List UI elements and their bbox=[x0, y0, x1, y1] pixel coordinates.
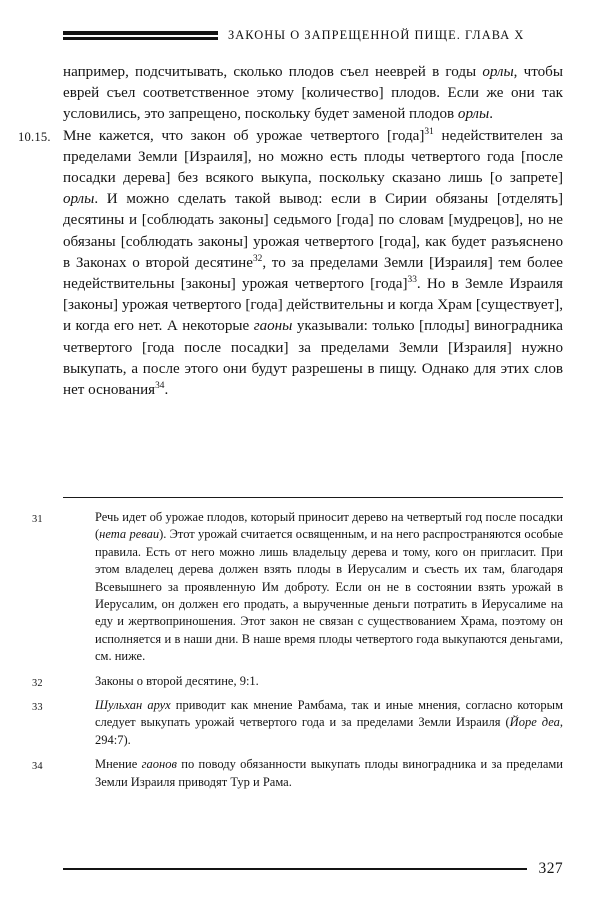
footnote-34-number: 34 bbox=[32, 761, 43, 773]
footnote-31-italic-neta-revai: нета реваи bbox=[99, 527, 160, 542]
intro-text-2: , чтобы еврей съел соответственное этому [количество] плодов. Если же они так условились, это запрещено, поскольку будет заменой плодов bbox=[63, 64, 563, 123]
footnote-33-text-2: , 294:7). bbox=[95, 715, 563, 747]
intro-paragraph bbox=[63, 62, 563, 126]
section-text-6: указывали: только [плоды] виноградника четвертого [года после посадки] за пределами Земли [Израиля] нужно выкупать, а после этого они будут разрешены в пищу. Однако для этих слов нет основания bbox=[63, 318, 563, 399]
section-text-5: . Но в Земле Израиля [законы] урожая четвертого [года] действительны и когда Храм [существует], и когда его нет. А некоторые bbox=[63, 276, 563, 335]
section-paragraph bbox=[63, 126, 563, 402]
intro-italic-orly-1: орлы bbox=[482, 64, 514, 80]
section-text-7: . bbox=[164, 382, 169, 399]
running-head-title: ЗАКОНЫ О ЗАПРЕЩЕННОЙ ПИЩЕ. ГЛАВА Х bbox=[228, 27, 525, 42]
section-italic-orly: орлы bbox=[63, 191, 95, 208]
body-text bbox=[18, 62, 563, 401]
footnote-34 bbox=[32, 756, 563, 791]
footnote-33-text-1: приводит как мнение Рамбама, так и иные мнения, согласно которым следует выкупать урожай четвертого года и за пределами Земли Израиля ( bbox=[95, 698, 563, 730]
footnote-34-text-2: по поводу обязанности выкупать плоды виноградника и за пределами Земли Израиля приводят Тур и Рама. bbox=[95, 757, 563, 789]
footnote-separator-rule bbox=[63, 497, 563, 498]
footnote-32-text-1: Законы о второй десятине, 9:1. bbox=[95, 673, 259, 688]
intro-italic-orly-2: орлы bbox=[457, 106, 490, 123]
footnote-31 bbox=[32, 509, 563, 666]
footnote-32-number: 32 bbox=[32, 677, 43, 689]
footnote-ref-33[interactable]: 33 bbox=[407, 275, 417, 285]
intro-text-3: . bbox=[489, 106, 494, 123]
section-text-4: , то за пределами Земли [Израиля] тем более недействительны [законы] урожая четвертого [года] bbox=[63, 254, 563, 293]
footnote-33-number: 33 bbox=[32, 702, 43, 714]
footnote-ref-34[interactable]: 34 bbox=[155, 381, 165, 392]
page-footer bbox=[63, 858, 563, 880]
page-number: 327 bbox=[538, 860, 563, 877]
folio-rule bbox=[63, 868, 527, 870]
footnote-ref-31[interactable]: 31 bbox=[424, 126, 434, 137]
intro-text-1: например, подсчитывать, сколько плодов съел нееврей в годы bbox=[63, 64, 483, 80]
section-text-1: Мне кажется, что закон об урожае четвертого [года] bbox=[63, 127, 425, 144]
section-text-3: . И можно сделать такой вывод: если в Сирии обязаны [отделять] десятины и [соблюдать законы] седьмого [года] по словам [мудрецов], но не обязаны [соблюдать законы] урожая четвертого [года], как будет разъяснено в Законах о второй десятине bbox=[63, 191, 563, 271]
running-head-rule bbox=[63, 31, 218, 40]
footnote-area bbox=[32, 497, 563, 798]
section-text-2: недействителен за пределами Земли [Израиля], но можно есть плоды четвертого года [после посадки дерева] без всякого выкупа, поскольку сказано лишь [о запрете] bbox=[63, 127, 563, 187]
footnote-33-italic-yore-dea: Йоре деа bbox=[509, 715, 560, 730]
running-head bbox=[63, 24, 563, 46]
numbered-section bbox=[18, 126, 563, 402]
footnote-31-number: 31 bbox=[32, 514, 43, 525]
footnote-34-italic-gaonov: гаонов bbox=[141, 757, 177, 772]
footnote-34-text-1: Мнение bbox=[95, 757, 142, 772]
footnote-ref-32[interactable]: 32 bbox=[252, 253, 263, 264]
section-italic-gaony: гаоны bbox=[253, 318, 293, 335]
footnote-33-italic-shulchan-aruch: Шульхан арух bbox=[95, 698, 171, 713]
footnote-31-text-1: Речь идет об урожае плодов, который приносит дерево на четвертый год после посадки ( bbox=[95, 510, 563, 542]
section-number: 10.15. bbox=[18, 129, 51, 144]
footnote-33 bbox=[32, 697, 563, 749]
footnote-31-text-2: ). Этот урожай считается освященным, и на него распространяются особые правила. Есть от него можно лишь владельцу дерева и тому, кого он пригласит. При этом владелец дерева должен взять плоды в Иерусалим и съесть их там, благодаря Всевышнего за проявленную Им доброту. Если он не в состоянии взять урожай в Иерусалим, он должен его продать, а вырученные деньги потратить в Иерусалиме на еду и жертвоприношения. Этот закон не связан с существованием Храма, поэтому он исполняется и в наши дни. В наше время плоды четвертого года выкупаются деньгами, см. ниже. bbox=[95, 527, 563, 664]
footnote-32 bbox=[32, 673, 563, 690]
